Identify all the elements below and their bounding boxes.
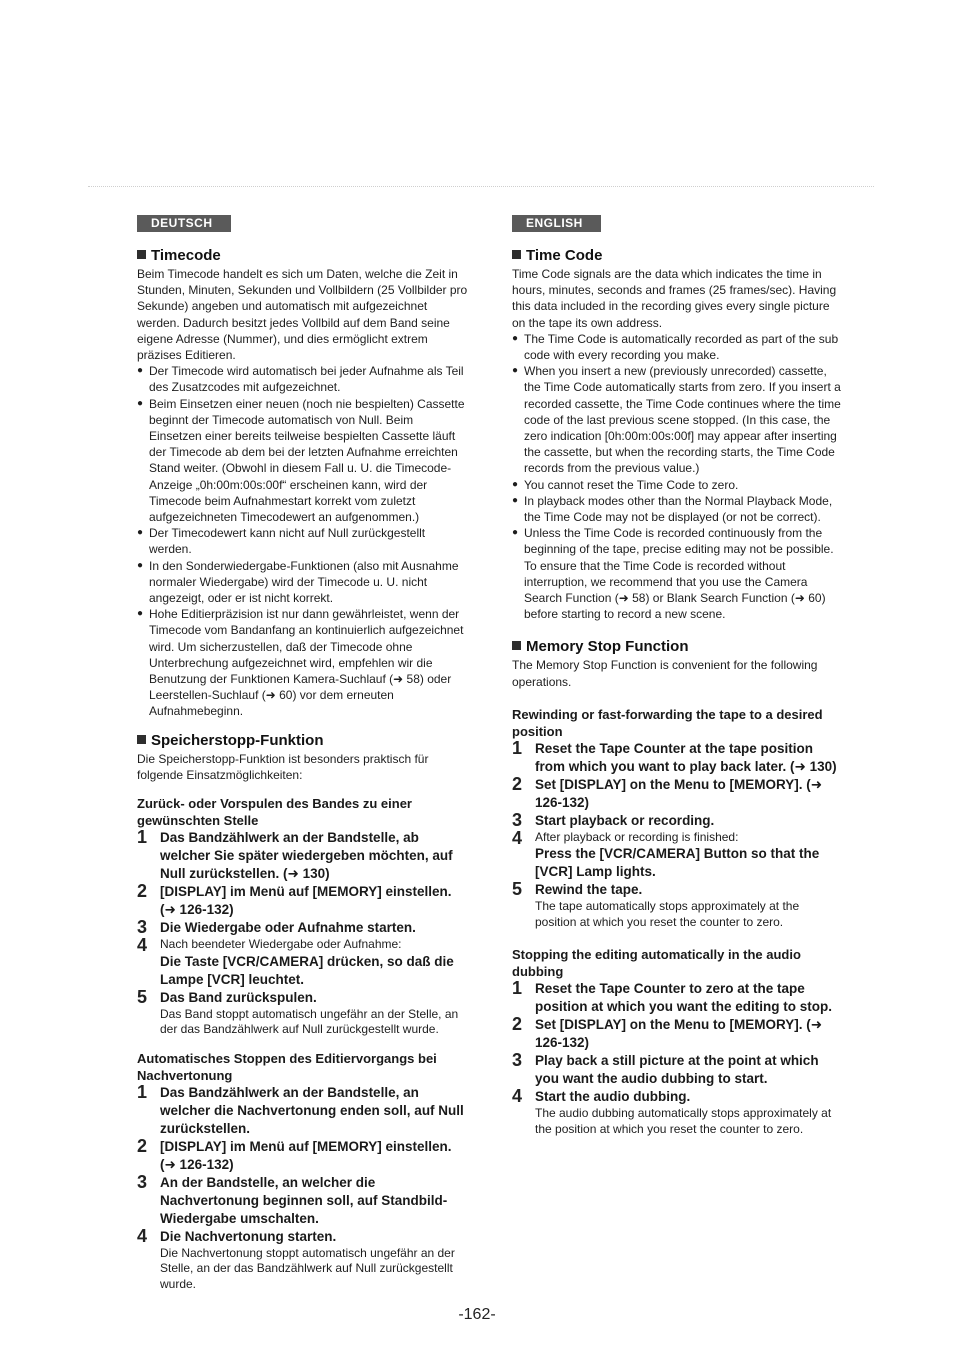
steps-dubbing-de bbox=[137, 1081, 469, 1293]
step-item: 4 Start the audio dubbing. The audio dubbing automatically stops approximately at the position at which you reset the counter to zero. bbox=[512, 1086, 832, 1136]
list-item: ● Unless the Time Code is recorded continuously from the beginning of the tape, precise editing may not be possible. To ensure that the Time Code is recorded without interruption, we recommend that you use the Camera Search Function (➜ 58) or Blank Search Function (➜ 60) before starting to record a new scene. bbox=[512, 526, 834, 622]
square-bullet-icon bbox=[512, 250, 521, 259]
memory-title-en: Memory Stop Function bbox=[512, 638, 842, 656]
square-bullet-icon bbox=[512, 641, 521, 650]
list-item: ● Hohe Editierpräzision ist nur dann gewährleistet, wenn der Timecode vom Bandanfang an kontinuierlich aufgezeichnet wird. Um sicherzustellen, daß der Timecode ohne Unterbrechung aufgezeichnet wird, empfehlen wir die Benutzung der Funktionen Kamera-Suchlauf (➜ 58) oder Leerstellen-Suchlauf (➜ 60) vor dem erneuten Aufnahmebeginn. bbox=[137, 607, 464, 719]
timecode-bullets-en bbox=[512, 331, 842, 623]
memory-intro-en: The Memory Stop Function is convenient for the following operations. bbox=[512, 658, 818, 689]
step-item: 5 Rewind the tape. The tape automatically stops approximately at the position at which you reset the counter to zero. bbox=[512, 879, 800, 929]
top-divider bbox=[88, 186, 874, 187]
list-item: ● When you insert a new (previously unrecorded) cassette, the Time Code automatically starts from zero. If you insert a recorded cassette, the Time Code continues where the time code of the last previous scene stopped. (In this case, the zero indication [0h:00m:00s:00f] may appear after inserting the cassette, but when the recording starts, the Time Code records from the previous value.) bbox=[512, 364, 841, 476]
step-item: 4 Die Nachvertonung starten. Die Nachvertonung stoppt automatisch ungefähr an der Stelle, an der das Bandzählwerk auf Null zurückgestellt wurde. bbox=[137, 1225, 455, 1291]
timecode-title-de: Timecode bbox=[137, 247, 469, 265]
bullet-icon: ● bbox=[512, 365, 519, 377]
list-item: ● You cannot reset the Time Code to zero. bbox=[512, 477, 739, 492]
timecode-intro-en: Time Code signals are the data which indicates the time in hours, minutes, seconds and frames (25 frames/sec). Having this data included in the recording gives every single picture on the tape its own address. bbox=[512, 267, 837, 330]
bullet-icon: ● bbox=[137, 559, 144, 571]
bullet-icon: ● bbox=[512, 494, 519, 506]
bullet-icon: ● bbox=[137, 365, 144, 377]
step-item: 2 Set [DISPLAY] on the Menu to [MEMORY]. (➜ 126-132) bbox=[512, 773, 823, 810]
bullet-icon: ● bbox=[137, 397, 144, 409]
square-bullet-icon bbox=[137, 735, 146, 744]
list-item: ● In den Sonderwiedergabe-Funktionen (also mit Ausnahme normaler Wiedergabe) wird der Timecode u. U. nicht angezeigt, oder er ist nicht korrekt. bbox=[137, 558, 459, 606]
step-item: 1 Das Bandzählwerk an der Bandstelle, an welcher die Nachvertonung enden soll, auf Null zurückstellen. bbox=[137, 1081, 464, 1136]
memory-title-de: Speicherstopp-Funktion bbox=[137, 732, 469, 750]
step-item: 2 Set [DISPLAY] on the Menu to [MEMORY]. (➜ 126-132) bbox=[512, 1014, 823, 1051]
timecode-bullets-de bbox=[137, 363, 469, 719]
step-item: 2 [DISPLAY] im Menü auf [MEMORY] einstellen. (➜ 126-132) bbox=[137, 1135, 452, 1172]
step-item: 1 Reset the Tape Counter at the tape position from which you want to play back later. (➜ 130) bbox=[512, 737, 837, 774]
subheading-dubbing-en: Stopping the editing automatically in the audio dubbing bbox=[512, 947, 801, 980]
list-item: ● Beim Einsetzen einer neuen (noch nie bespielten) Cassette beginnt der Timecode automatisch von Null. Beim Einsetzen einer bereits teilweise bespielten Cassette läuft der Timecode ab dem bei der letzten Aufnahme erreichten Stand weiter. (Obwohl in diesem Fall u. U. die Timecode-Anzeige „0h:00m:00s:00f“ erscheinen kann, wird der Timecode beim Aufnahmestart korrekt vom zuletzt aufgezeichneten Timecodewert an aufgenommen.) bbox=[137, 396, 465, 525]
list-item: ● Der Timecodewert kann nicht auf Null zurückgestellt werden. bbox=[137, 526, 426, 557]
list-item: ● In playback modes other than the Normal Playback Mode, the Time Code may not be displayed (or not be correct). bbox=[512, 493, 833, 525]
steps-dubbing-en bbox=[512, 980, 842, 1137]
memory-intro-de: Die Speicherstopp-Funktion ist besonders praktisch für folgende Einsatzmöglichkeiten: bbox=[137, 751, 429, 782]
english-column bbox=[512, 214, 842, 1137]
subheading-rewind-en: Rewinding or fast-forwarding the tape to a desired position bbox=[512, 706, 823, 739]
steps-rewind-en bbox=[512, 737, 842, 931]
step-item: 1 Reset the Tape Counter to zero at the tape position at which you want the editing to stop. bbox=[512, 978, 832, 1015]
step-item: 5 Das Band zurückspulen. Das Band stoppt automatisch ungefähr an der Stelle, an der das Bandzählwerk auf Null zurückgestellt wurde. bbox=[137, 986, 459, 1037]
language-badge-english: ENGLISH bbox=[512, 215, 601, 232]
page-number: -162- bbox=[458, 1306, 496, 1323]
bullet-icon: ● bbox=[512, 478, 519, 490]
bullet-icon: ● bbox=[512, 332, 519, 344]
list-item: ● Der Timecode wird automatisch bei jeder Aufnahme als Teil des Zusatzcodes mit aufgezeichnet. bbox=[137, 364, 464, 395]
subheading-rewind-de: Zurück- oder Vorspulen des Bandes zu einer gewünschten Stelle bbox=[137, 796, 412, 829]
bullet-icon: ● bbox=[512, 527, 519, 539]
timecode-intro-de: Beim Timecode handelt es sich um Daten, welche die Zeit in Stunden, Minuten, Sekunden und Vollbildern (25 Vollbilder pro Sekunde) angeben und automatisch mit aufgezeichnet werden. Dadurch besitzt jedes Vollbild auf dem Band seine eigene Adresse (Nummer), und dies ermöglicht extrem präzises Editieren. bbox=[137, 267, 468, 363]
step-item: 3 Play back a still picture at the point at which you want the audio dubbing to start. bbox=[512, 1050, 819, 1087]
step-item: 3 An der Bandstelle, an welcher die Nachvertonung beginnen soll, auf Standbild-Wiedergabe umschalten. bbox=[137, 1171, 448, 1226]
step-item: 4 Nach beendeter Wiedergabe oder Aufnahme: Die Taste [VCR/CAMERA] drücken, so daß die Lampe [VCR] leuchtet. bbox=[137, 935, 454, 987]
step-item: 1 Das Bandzählwerk an der Bandstelle, ab welcher Sie später wiedergeben möchten, auf Null zurückstellen. (➜ 130) bbox=[137, 827, 453, 882]
step-item: 2 [DISPLAY] im Menü auf [MEMORY] einstellen. (➜ 126-132) bbox=[137, 881, 452, 918]
step-item: 4 After playback or recording is finished: Press the [VCR/CAMERA] Button so that the [VCR] Lamp lights. bbox=[512, 827, 820, 880]
bullet-icon: ● bbox=[137, 608, 144, 620]
step-item: 3 Start playback or recording. bbox=[512, 809, 715, 830]
steps-rewind-de bbox=[137, 829, 469, 1038]
deutsch-column bbox=[137, 214, 469, 1292]
language-badge-deutsch: DEUTSCH bbox=[137, 215, 231, 232]
bullet-icon: ● bbox=[137, 527, 144, 539]
list-item: ● The Time Code is automatically recorded as part of the sub code with every recording you make. bbox=[512, 331, 839, 363]
square-bullet-icon bbox=[137, 250, 146, 259]
subheading-dubbing-de: Automatisches Stoppen des Editiervorgangs bei Nachvertonung bbox=[137, 1050, 437, 1083]
step-item: 3 Die Wiedergabe oder Aufnahme starten. bbox=[137, 917, 416, 938]
timecode-title-en: Time Code bbox=[512, 247, 842, 265]
